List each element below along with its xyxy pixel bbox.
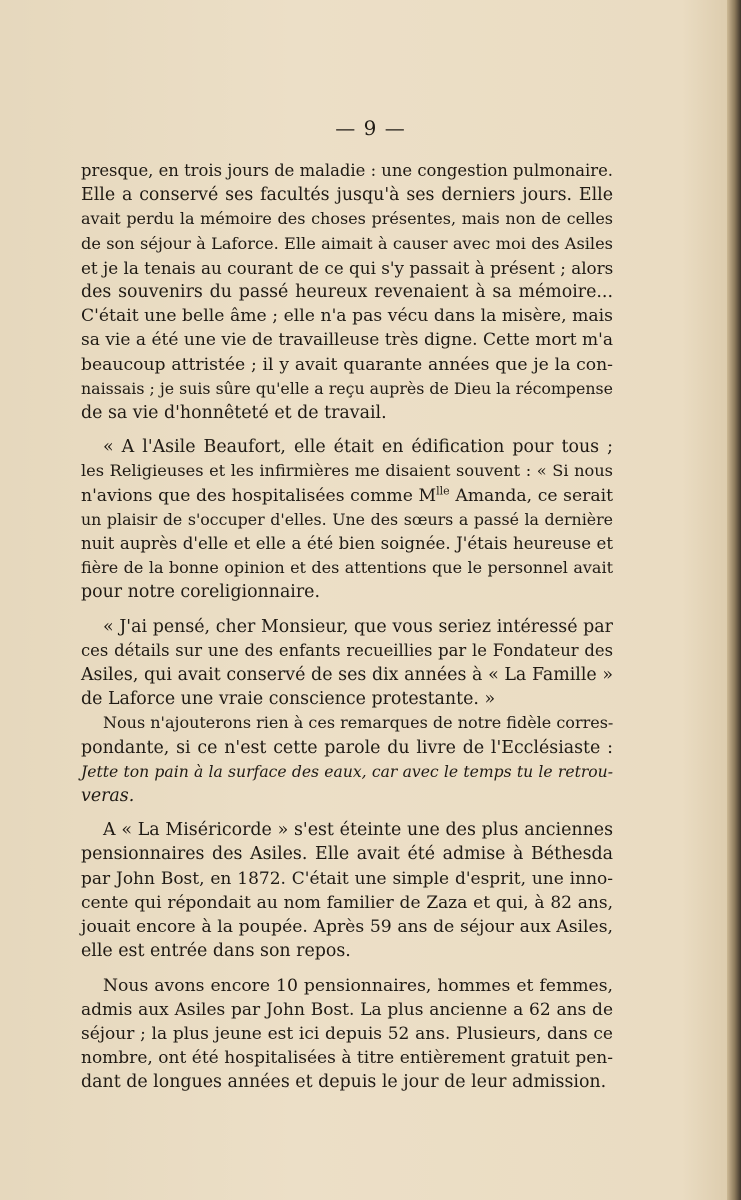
text-line: Elle a conservé ses facultés jusqu'à ses derniers jours. Elle bbox=[81, 185, 613, 206]
text-line: par John Bost, en 1872. C'était une simple d'esprit, une inno- bbox=[81, 868, 613, 889]
text-line: avait perdu la mémoire des choses présentes, mais non de celles bbox=[81, 209, 613, 229]
text-line: nombre, ont été hospitalisées à titre entièrement gratuit pen- bbox=[81, 1048, 613, 1069]
text-line: naissais ; je suis sûre qu'elle a reçu auprès de Dieu la récompense bbox=[81, 378, 613, 398]
text-line: « A l'Asile Beaufort, elle était en édification pour tous ; bbox=[103, 437, 613, 458]
text-line: cente qui répondait au nom familier de Zaza et qui, à 82 ans, bbox=[81, 892, 613, 913]
paragraph-1 bbox=[81, 159, 613, 425]
page-edge bbox=[727, 0, 741, 1200]
text-line: presque, en trois jours de maladie : une congestion pulmonaire. bbox=[81, 161, 614, 180]
text-line: pour notre coreligionnaire. bbox=[81, 582, 321, 603]
text-line: pensionnaires des Asiles. Elle avait été admise à Béthesda bbox=[81, 844, 613, 865]
text-line: de Laforce une vraie conscience protestante. » bbox=[81, 689, 496, 710]
superscript: lle bbox=[436, 483, 450, 497]
text-line: de sa vie d'honnêteté et de travail. bbox=[81, 403, 387, 424]
text-line: de son séjour à Laforce. Elle aimait à causer avec moi des Asiles bbox=[81, 233, 613, 253]
text-line: et je la tenais au courant de ce qui s'y passait à présent ; alors bbox=[81, 257, 614, 278]
text-line: elle est entrée dans son repos. bbox=[81, 941, 351, 962]
paragraph-2 bbox=[81, 435, 613, 604]
paragraph-6 bbox=[81, 974, 613, 1095]
page-number: — 9 — bbox=[335, 116, 406, 140]
text-line: admis aux Asiles par John Bost. La plus ancienne a 62 ans de bbox=[81, 999, 613, 1020]
text-line: C'était une belle âme ; elle n'a pas vécu dans la misère, mais bbox=[81, 306, 613, 327]
text-fragment: n'avions que des hospitalisées comme M bbox=[81, 485, 437, 506]
quote-line: veras. bbox=[81, 786, 135, 807]
text-line: Nous n'ajouterons rien à ces remarques de notre fidèle corres- bbox=[103, 713, 614, 733]
text-line: A « La Miséricorde » s'est éteinte une des plus anciennes bbox=[103, 820, 613, 841]
text-fragment: Amanda, ce serait bbox=[449, 485, 614, 506]
text-line: Asiles, qui avait conservé de ses dix années à « La Famille » bbox=[81, 665, 613, 686]
quote-line: Jette ton pain à la surface des eaux, car avec le temps tu le retrou- bbox=[81, 762, 613, 781]
text-line: un plaisir de s'occuper d'elles. Une des sœurs a passé la dernière bbox=[81, 509, 613, 529]
text-line: pondante, si ce n'est cette parole du livre de l'Ecclésiaste : bbox=[81, 737, 613, 758]
text-line: les Religieuses et les infirmières me disaient souvent : « Si nous bbox=[81, 461, 613, 481]
text-line: sa vie a été une vie de travailleuse très digne. Cette mort m'a bbox=[81, 330, 613, 351]
text-line: dant de longues années et depuis le jour de leur admission. bbox=[81, 1072, 607, 1093]
text-line: des souvenirs du passé heureux revenaient à sa mémoire... bbox=[81, 282, 613, 303]
text-line: ces détails sur une des enfants recueillies par le Fondateur des bbox=[81, 640, 613, 660]
text-line: « J'ai pensé, cher Monsieur, que vous seriez intéressé par bbox=[103, 616, 613, 637]
paragraph-3 bbox=[81, 615, 613, 712]
paragraph-5 bbox=[81, 818, 613, 963]
text-line: nuit auprès d'elle et elle a été bien soignée. J'étais heureuse et bbox=[81, 534, 613, 554]
text-line bbox=[81, 484, 613, 508]
text-line: beaucoup attristée ; il y avait quarante années que je la con- bbox=[81, 354, 613, 375]
text-line: fière de la bonne opinion et des attentions que le personnel avait bbox=[81, 558, 613, 578]
body-text bbox=[81, 159, 613, 1095]
text-line: séjour ; la plus jeune est ici depuis 52 ans. Plusieurs, dans ce bbox=[81, 1023, 613, 1044]
text-line: jouait encore à la poupée. Après 59 ans de séjour aux Asiles, bbox=[81, 917, 613, 938]
paragraph-4 bbox=[81, 711, 613, 808]
text-line: Nous avons encore 10 pensionnaires, hommes et femmes, bbox=[103, 975, 613, 996]
